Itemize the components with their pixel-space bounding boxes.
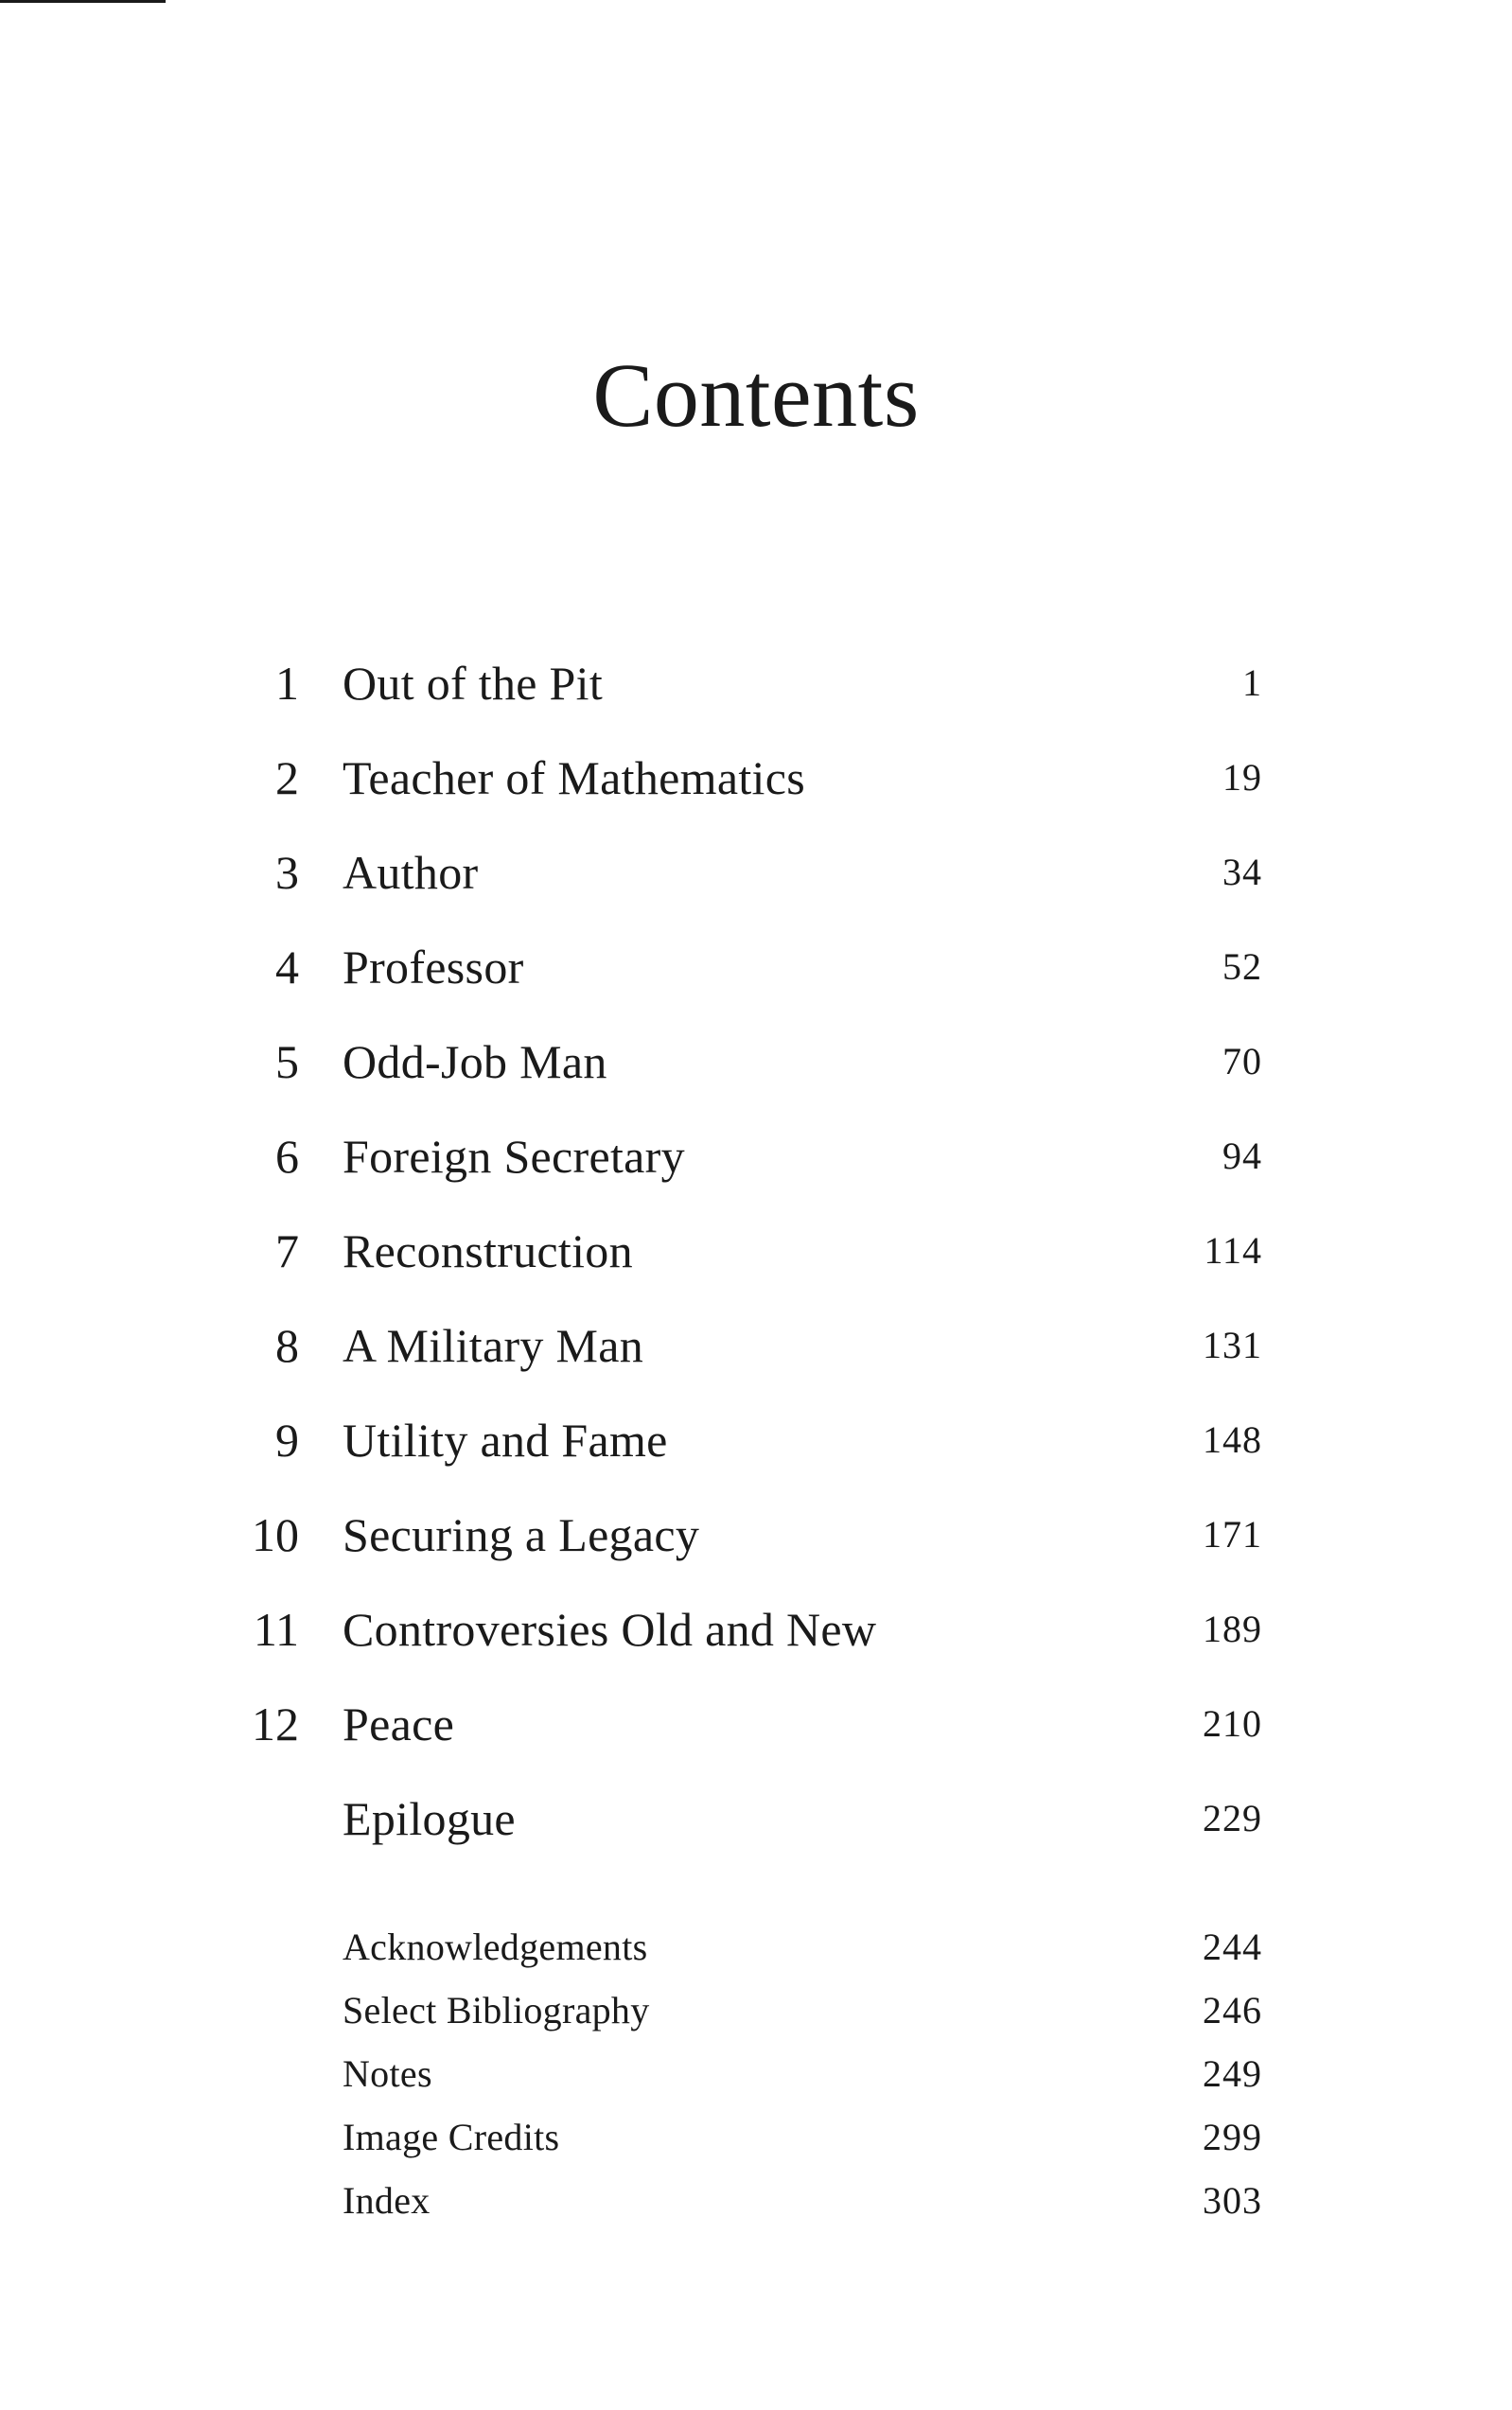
- chapter-page-number: 210: [1203, 1702, 1262, 1745]
- chapter-number: 11: [253, 1603, 299, 1656]
- back-matter-title: Acknowledgements: [343, 1926, 648, 1968]
- chapter-title: Foreign Secretary: [343, 1130, 685, 1183]
- toc-chapter-row[interactable]: [0, 1497, 1512, 1573]
- chapter-page-number: 189: [1203, 1608, 1262, 1650]
- toc-back-matter-row[interactable]: [0, 2048, 1512, 2101]
- chapter-title: Teacher of Mathematics: [343, 751, 805, 804]
- chapter-number: 8: [275, 1319, 299, 1372]
- toc-chapter-row[interactable]: [0, 740, 1512, 816]
- chapter-page-number: 148: [1203, 1418, 1262, 1461]
- back-matter-page-number: 303: [1203, 2179, 1262, 2222]
- chapter-page-number: 114: [1204, 1229, 1262, 1272]
- toc-chapter-row[interactable]: [0, 1592, 1512, 1667]
- chapter-title: Out of the Pit: [343, 657, 604, 710]
- chapter-page-number: 70: [1222, 1040, 1262, 1082]
- chapter-page-number: 94: [1222, 1135, 1262, 1177]
- chapter-title: Reconstruction: [343, 1224, 633, 1277]
- chapter-title: Professor: [343, 941, 524, 994]
- chapter-title: Securing a Legacy: [343, 1508, 700, 1561]
- chapter-page-number: 131: [1203, 1324, 1262, 1366]
- back-matter-page-number: 244: [1203, 1926, 1262, 1968]
- back-matter-title: Select Bibliography: [343, 1989, 650, 2032]
- chapter-number: 1: [275, 657, 299, 710]
- chapter-number: 4: [275, 941, 299, 994]
- toc-chapter-row[interactable]: [0, 1686, 1512, 1762]
- toc-chapter-row[interactable]: [0, 1024, 1512, 1099]
- chapter-number: 7: [275, 1224, 299, 1277]
- toc-chapter-row[interactable]: [0, 1308, 1512, 1383]
- back-matter-page-number: 246: [1203, 1989, 1262, 2032]
- chapter-number: 2: [275, 751, 299, 804]
- chapter-number: 10: [252, 1508, 299, 1561]
- toc-chapter-row[interactable]: [0, 1402, 1512, 1478]
- toc-back-matter-row[interactable]: [0, 1984, 1512, 2037]
- chapter-page-number: 171: [1203, 1513, 1262, 1556]
- toc-chapter-row[interactable]: [0, 645, 1512, 721]
- chapter-title: Author: [343, 846, 479, 899]
- toc-epilogue-row[interactable]: [0, 1781, 1512, 1856]
- chapter-number: 6: [275, 1130, 299, 1183]
- chapter-number: 5: [275, 1035, 299, 1088]
- toc-chapter-row[interactable]: [0, 835, 1512, 910]
- chapter-page-number: 1: [1242, 661, 1262, 704]
- chapter-number: 3: [275, 846, 299, 899]
- chapter-number: 9: [275, 1414, 299, 1467]
- chapter-page-number: 52: [1222, 945, 1262, 988]
- toc-back-matter-row[interactable]: [0, 2111, 1512, 2164]
- chapter-number: 12: [252, 1698, 299, 1750]
- back-matter-title: Image Credits: [343, 2116, 560, 2158]
- back-matter-title: Index: [343, 2179, 431, 2222]
- back-matter-page-number: 299: [1203, 2116, 1262, 2158]
- page-title: Contents: [592, 344, 920, 446]
- chapter-title: Peace: [343, 1698, 455, 1750]
- chapter-page-number: 19: [1222, 756, 1262, 799]
- toc-chapter-row[interactable]: [0, 1213, 1512, 1289]
- toc-back-matter-row[interactable]: [0, 1921, 1512, 1974]
- toc-chapter-row[interactable]: [0, 929, 1512, 1005]
- back-matter-page-number: 249: [1203, 2052, 1262, 2095]
- toc-back-matter-row[interactable]: [0, 2174, 1512, 2227]
- chapter-title: Epilogue: [343, 1792, 516, 1845]
- chapter-title: A Military Man: [343, 1319, 644, 1372]
- chapter-title: Controversies Old and New: [343, 1603, 877, 1656]
- back-matter-title: Notes: [343, 2052, 432, 2095]
- toc-chapter-row[interactable]: [0, 1118, 1512, 1194]
- chapter-title: Utility and Fame: [343, 1414, 668, 1467]
- chapter-page-number: 34: [1222, 851, 1262, 893]
- chapter-title: Odd-Job Man: [343, 1035, 607, 1088]
- chapter-page-number: 229: [1203, 1797, 1262, 1839]
